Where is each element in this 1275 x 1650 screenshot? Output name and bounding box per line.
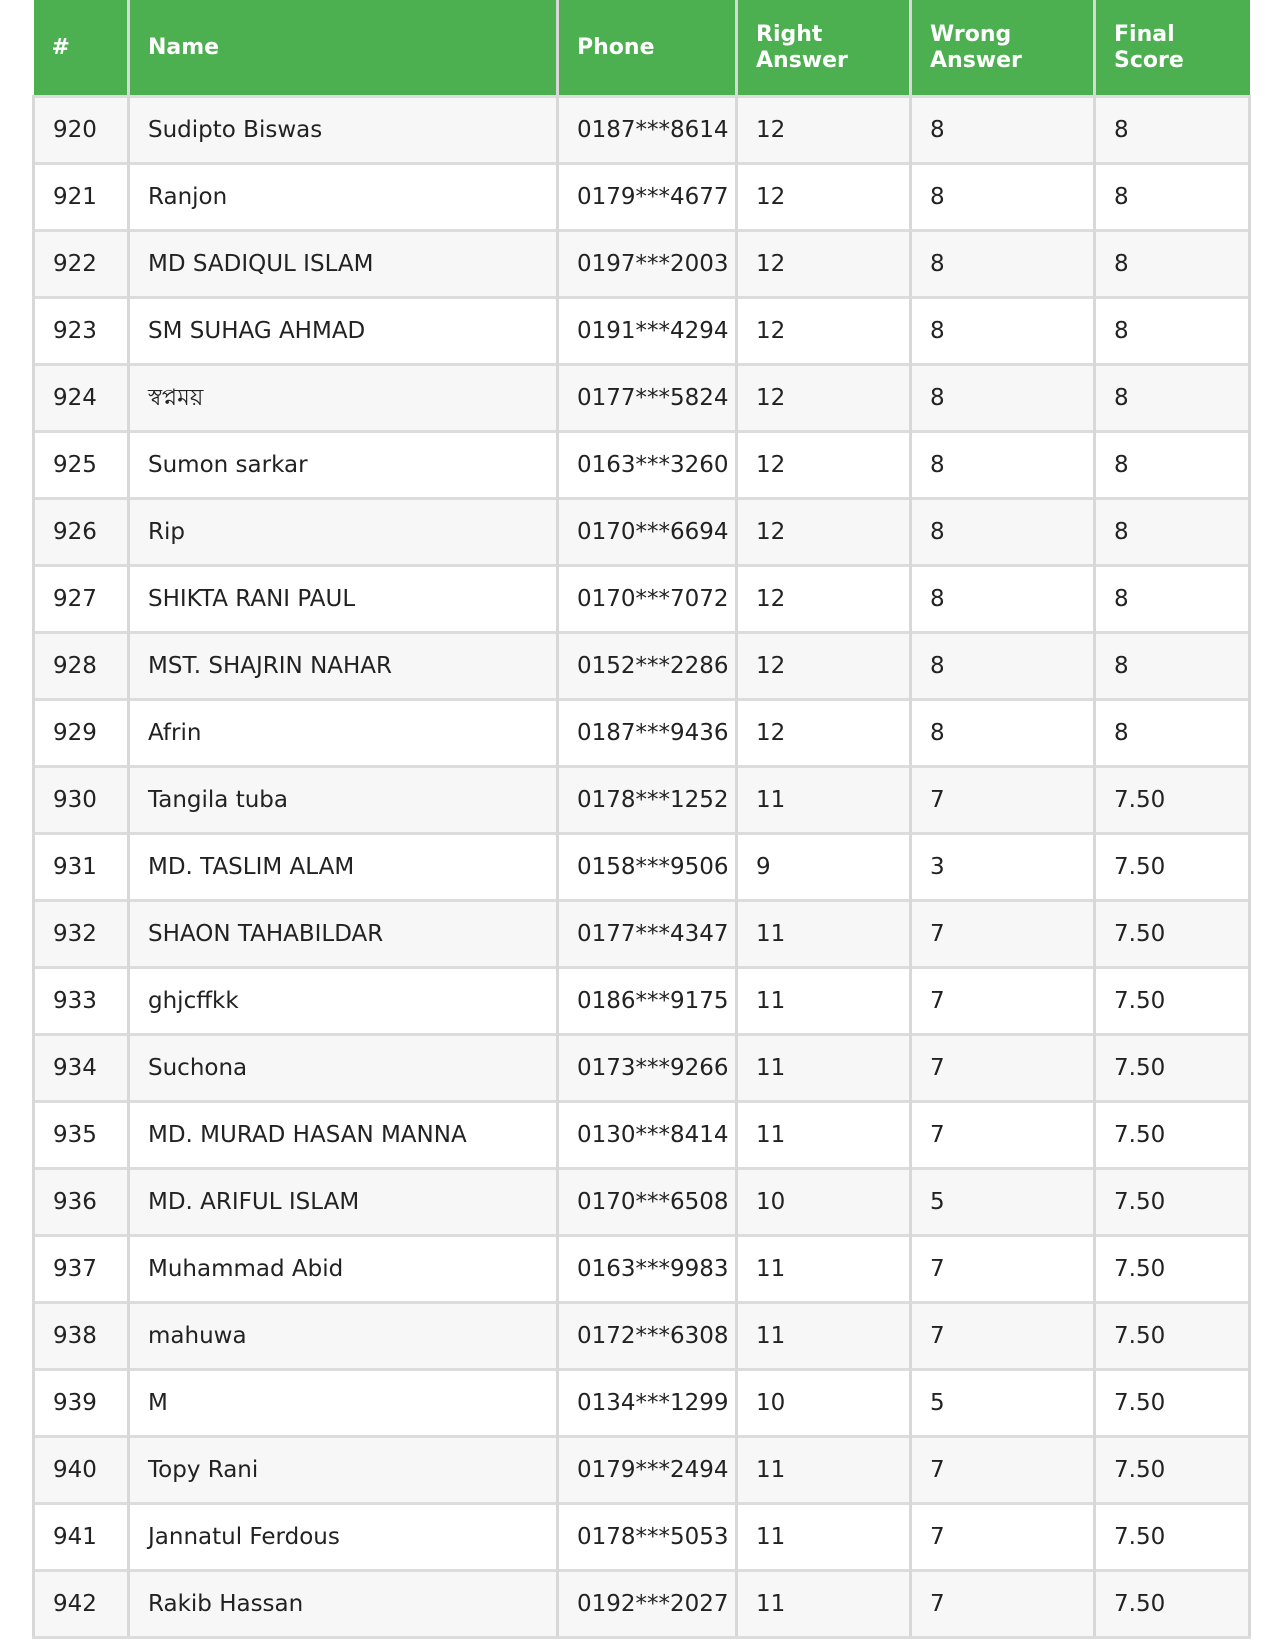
cell-wrong-answer: 7 (911, 1102, 1095, 1169)
cell-final-score: 7.50 (1095, 1236, 1250, 1303)
cell-final-score: 7.50 (1095, 767, 1250, 834)
table-row (34, 1504, 1250, 1571)
cell-final-score: 8 (1095, 700, 1250, 767)
table-row (34, 1169, 1250, 1236)
cell-rank: 929 (34, 700, 129, 767)
cell-right-answer: 11 (737, 901, 911, 968)
table-row (34, 1303, 1250, 1370)
cell-phone: 0186***9175 (558, 968, 737, 1035)
cell-wrong-answer: 7 (911, 1504, 1095, 1571)
table-row (34, 365, 1250, 432)
cell-phone: 0177***4347 (558, 901, 737, 968)
cell-wrong-answer: 8 (911, 298, 1095, 365)
cell-final-score: 7.50 (1095, 1571, 1250, 1638)
cell-final-score: 8 (1095, 633, 1250, 700)
table-header (34, 0, 1250, 97)
cell-phone: 0173***9266 (558, 1035, 737, 1102)
table-row (34, 97, 1250, 164)
cell-rank: 926 (34, 499, 129, 566)
table-row (34, 901, 1250, 968)
cell-rank: 942 (34, 1571, 129, 1638)
results-table (32, 0, 1251, 1639)
cell-final-score: 8 (1095, 298, 1250, 365)
table-row (34, 566, 1250, 633)
cell-phone: 0130***8414 (558, 1102, 737, 1169)
cell-right-answer: 12 (737, 566, 911, 633)
cell-wrong-answer: 8 (911, 231, 1095, 298)
cell-right-answer: 12 (737, 97, 911, 164)
cell-rank: 921 (34, 164, 129, 231)
cell-wrong-answer: 8 (911, 97, 1095, 164)
cell-wrong-answer: 5 (911, 1370, 1095, 1437)
cell-name: ghjcffkk (129, 968, 558, 1035)
table-row (34, 1035, 1250, 1102)
cell-right-answer: 11 (737, 1035, 911, 1102)
table-row (34, 1437, 1250, 1504)
table-row (34, 1370, 1250, 1437)
cell-right-answer: 9 (737, 834, 911, 901)
cell-final-score: 7.50 (1095, 1035, 1250, 1102)
cell-right-answer: 12 (737, 164, 911, 231)
cell-name: Suchona (129, 1035, 558, 1102)
cell-right-answer: 11 (737, 1571, 911, 1638)
cell-final-score: 7.50 (1095, 834, 1250, 901)
table-row (34, 968, 1250, 1035)
cell-phone: 0170***6694 (558, 499, 737, 566)
cell-rank: 935 (34, 1102, 129, 1169)
cell-rank: 940 (34, 1437, 129, 1504)
cell-right-answer: 12 (737, 231, 911, 298)
cell-wrong-answer: 7 (911, 968, 1095, 1035)
cell-right-answer: 12 (737, 432, 911, 499)
results-table-container (32, 0, 1248, 1639)
cell-wrong-answer: 5 (911, 1169, 1095, 1236)
cell-name: SHAON TAHABILDAR (129, 901, 558, 968)
cell-right-answer: 11 (737, 767, 911, 834)
cell-final-score: 8 (1095, 164, 1250, 231)
cell-wrong-answer: 3 (911, 834, 1095, 901)
header-rank: # (34, 0, 129, 97)
cell-phone: 0177***5824 (558, 365, 737, 432)
cell-name: MD. MURAD HASAN MANNA (129, 1102, 558, 1169)
cell-right-answer: 10 (737, 1370, 911, 1437)
cell-phone: 0179***4677 (558, 164, 737, 231)
cell-wrong-answer: 7 (911, 1437, 1095, 1504)
cell-name: স্বপ্নময় (129, 365, 558, 432)
cell-right-answer: 12 (737, 365, 911, 432)
cell-rank: 937 (34, 1236, 129, 1303)
cell-rank: 932 (34, 901, 129, 968)
cell-rank: 936 (34, 1169, 129, 1236)
header-name: Name (129, 0, 558, 97)
cell-final-score: 7.50 (1095, 1102, 1250, 1169)
cell-wrong-answer: 8 (911, 499, 1095, 566)
cell-final-score: 7.50 (1095, 901, 1250, 968)
cell-name: Muhammad Abid (129, 1236, 558, 1303)
table-row (34, 432, 1250, 499)
cell-final-score: 7.50 (1095, 1169, 1250, 1236)
cell-phone: 0134***1299 (558, 1370, 737, 1437)
cell-name: Ranjon (129, 164, 558, 231)
cell-phone: 0187***9436 (558, 700, 737, 767)
cell-name: Jannatul Ferdous (129, 1504, 558, 1571)
cell-name: MD. TASLIM ALAM (129, 834, 558, 901)
cell-right-answer: 10 (737, 1169, 911, 1236)
header-wrong-answer: Wrong Answer (911, 0, 1095, 97)
cell-final-score: 7.50 (1095, 968, 1250, 1035)
cell-name: M (129, 1370, 558, 1437)
cell-final-score: 7.50 (1095, 1504, 1250, 1571)
header-row (34, 0, 1250, 97)
cell-wrong-answer: 7 (911, 1571, 1095, 1638)
table-row (34, 767, 1250, 834)
cell-rank: 922 (34, 231, 129, 298)
cell-rank: 920 (34, 97, 129, 164)
cell-rank: 930 (34, 767, 129, 834)
cell-wrong-answer: 7 (911, 1303, 1095, 1370)
table-row (34, 633, 1250, 700)
cell-rank: 924 (34, 365, 129, 432)
cell-wrong-answer: 7 (911, 767, 1095, 834)
cell-phone: 0192***2027 (558, 1571, 737, 1638)
cell-name: Rip (129, 499, 558, 566)
cell-phone: 0179***2494 (558, 1437, 737, 1504)
table-row (34, 1571, 1250, 1638)
cell-final-score: 8 (1095, 499, 1250, 566)
table-row (34, 834, 1250, 901)
cell-rank: 925 (34, 432, 129, 499)
cell-name: Topy Rani (129, 1437, 558, 1504)
cell-rank: 933 (34, 968, 129, 1035)
cell-final-score: 8 (1095, 432, 1250, 499)
table-row (34, 700, 1250, 767)
cell-phone: 0197***2003 (558, 231, 737, 298)
cell-phone: 0178***5053 (558, 1504, 737, 1571)
cell-wrong-answer: 7 (911, 901, 1095, 968)
cell-name: MD. ARIFUL ISLAM (129, 1169, 558, 1236)
cell-phone: 0170***7072 (558, 566, 737, 633)
cell-phone: 0163***9983 (558, 1236, 737, 1303)
cell-wrong-answer: 8 (911, 164, 1095, 231)
cell-wrong-answer: 8 (911, 365, 1095, 432)
cell-right-answer: 12 (737, 499, 911, 566)
cell-phone: 0158***9506 (558, 834, 737, 901)
cell-phone: 0172***6308 (558, 1303, 737, 1370)
cell-wrong-answer: 7 (911, 1035, 1095, 1102)
cell-phone: 0187***8614 (558, 97, 737, 164)
cell-wrong-answer: 8 (911, 566, 1095, 633)
cell-name: Sumon sarkar (129, 432, 558, 499)
table-row (34, 298, 1250, 365)
cell-rank: 934 (34, 1035, 129, 1102)
cell-final-score: 7.50 (1095, 1370, 1250, 1437)
cell-phone: 0163***3260 (558, 432, 737, 499)
cell-wrong-answer: 8 (911, 633, 1095, 700)
cell-rank: 927 (34, 566, 129, 633)
header-final-score: Final Score (1095, 0, 1250, 97)
table-row (34, 164, 1250, 231)
cell-name: Rakib Hassan (129, 1571, 558, 1638)
cell-right-answer: 11 (737, 1303, 911, 1370)
cell-final-score: 7.50 (1095, 1303, 1250, 1370)
cell-right-answer: 11 (737, 1102, 911, 1169)
cell-right-answer: 12 (737, 633, 911, 700)
cell-rank: 939 (34, 1370, 129, 1437)
cell-final-score: 8 (1095, 97, 1250, 164)
cell-wrong-answer: 8 (911, 432, 1095, 499)
cell-right-answer: 11 (737, 1236, 911, 1303)
cell-name: Tangila tuba (129, 767, 558, 834)
cell-right-answer: 11 (737, 968, 911, 1035)
cell-right-answer: 12 (737, 700, 911, 767)
cell-rank: 931 (34, 834, 129, 901)
cell-name: SM SUHAG AHMAD (129, 298, 558, 365)
cell-rank: 941 (34, 1504, 129, 1571)
cell-phone: 0191***4294 (558, 298, 737, 365)
cell-rank: 938 (34, 1303, 129, 1370)
cell-phone: 0178***1252 (558, 767, 737, 834)
cell-rank: 923 (34, 298, 129, 365)
cell-final-score: 8 (1095, 566, 1250, 633)
cell-wrong-answer: 7 (911, 1236, 1095, 1303)
cell-name: SHIKTA RANI PAUL (129, 566, 558, 633)
cell-name: mahuwa (129, 1303, 558, 1370)
table-row (34, 231, 1250, 298)
cell-name: MD SADIQUL ISLAM (129, 231, 558, 298)
cell-final-score: 8 (1095, 365, 1250, 432)
cell-phone: 0152***2286 (558, 633, 737, 700)
table-row (34, 1236, 1250, 1303)
cell-phone: 0170***6508 (558, 1169, 737, 1236)
cell-final-score: 7.50 (1095, 1437, 1250, 1504)
cell-final-score: 8 (1095, 231, 1250, 298)
table-body (34, 97, 1250, 1638)
cell-right-answer: 12 (737, 298, 911, 365)
cell-rank: 928 (34, 633, 129, 700)
header-phone: Phone (558, 0, 737, 97)
cell-name: Sudipto Biswas (129, 97, 558, 164)
table-row (34, 499, 1250, 566)
header-right-answer: Right Answer (737, 0, 911, 97)
cell-name: Afrin (129, 700, 558, 767)
cell-right-answer: 11 (737, 1437, 911, 1504)
cell-right-answer: 11 (737, 1504, 911, 1571)
cell-wrong-answer: 8 (911, 700, 1095, 767)
table-row (34, 1102, 1250, 1169)
cell-name: MST. SHAJRIN NAHAR (129, 633, 558, 700)
